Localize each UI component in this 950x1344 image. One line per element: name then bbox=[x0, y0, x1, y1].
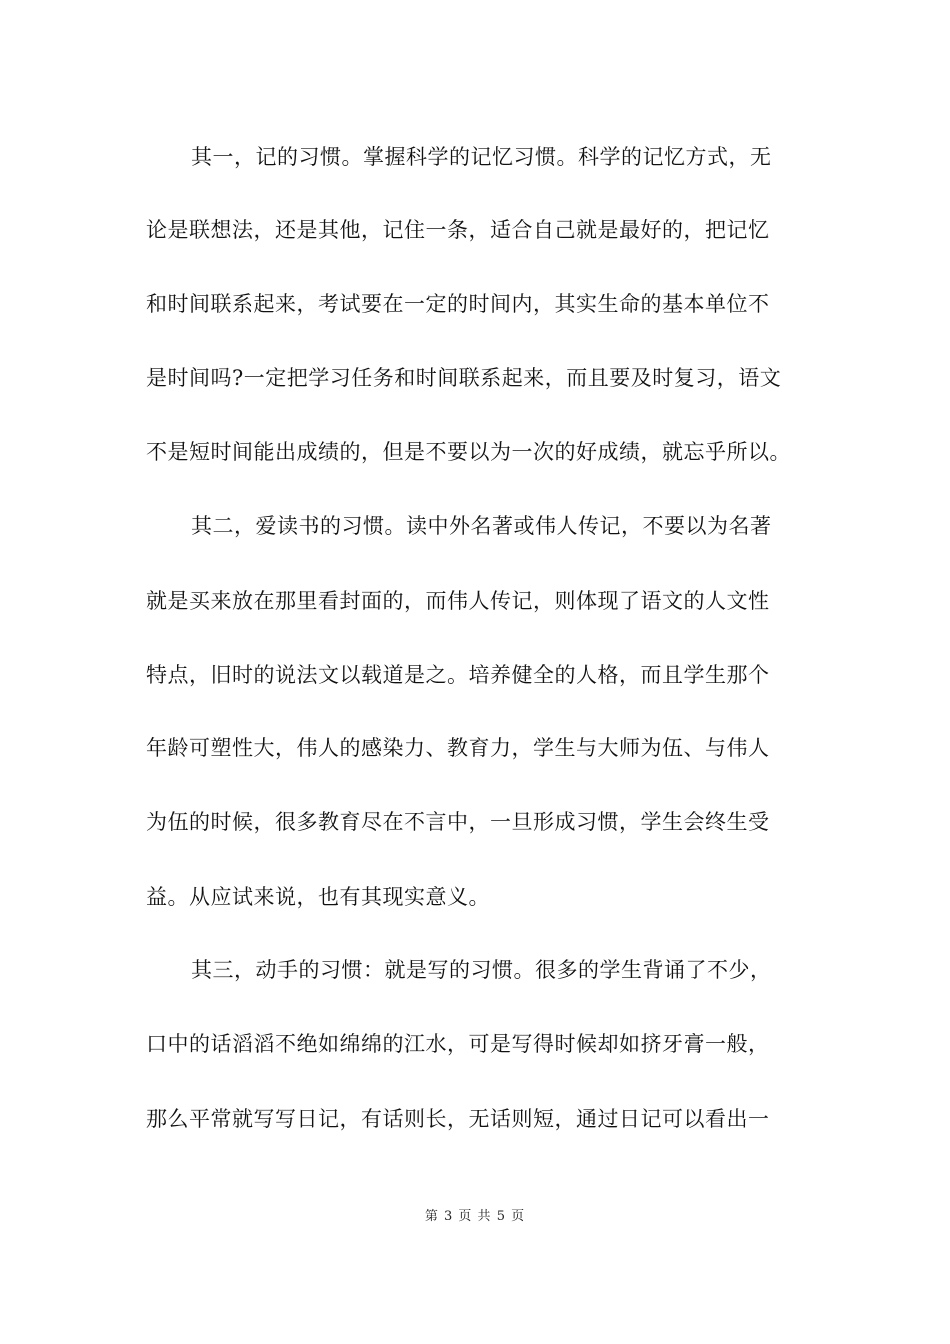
paragraph-1-line-1: 其一，记的习惯。掌握科学的记忆习惯。科学的记忆方式，无 bbox=[191, 145, 772, 169]
page-number-footer: 第 3 页 共 5 页 bbox=[424, 1209, 526, 1224]
paragraph-2-line-1: 其二，爱读书的习惯。读中外名著或伟人传记，不要以为名著 bbox=[191, 514, 772, 538]
paragraph-1-line-4: 是时间吗?一定把学习任务和时间联系起来，而且要及时复习，语文 bbox=[146, 366, 782, 390]
paragraph-2-line-4: 年龄可塑性大，伟人的感染力、教育力，学生与大师为伍、与伟人 bbox=[146, 736, 770, 760]
paragraph-3-line-3: 那么平常就写写日记，有话则长，无话则短，通过日记可以看出一 bbox=[146, 1107, 770, 1131]
paragraph-1-line-3: 和时间联系起来，考试要在一定的时间内，其实生命的基本单位不 bbox=[146, 292, 770, 316]
paragraph-3-line-2: 口中的话滔滔不绝如绵绵的江水，可是写得时候却如挤牙膏一般， bbox=[146, 1032, 770, 1056]
paragraph-3-line-1: 其三，动手的习惯：就是写的习惯。很多的学生背诵了不少， bbox=[191, 958, 772, 982]
paragraph-2-line-2: 就是买来放在那里看封面的，而伟人传记，则体现了语文的人文性 bbox=[146, 589, 770, 613]
paragraph-2-line-6: 益。从应试来说，也有其现实意义。 bbox=[146, 885, 490, 909]
paragraph-1-line-5: 不是短时间能出成绩的，但是不要以为一次的好成绩，就忘乎所以。 bbox=[146, 440, 791, 464]
paragraph-2-line-3: 特点，旧时的说法文以载道是之。培养健全的人格，而且学生那个 bbox=[146, 663, 770, 687]
paragraph-2-line-5: 为伍的时候，很多教育尽在不言中，一旦形成习惯，学生会终生受 bbox=[146, 810, 770, 834]
paragraph-1-line-2: 论是联想法，还是其他，记住一条，适合自己就是最好的，把记忆 bbox=[146, 218, 770, 242]
